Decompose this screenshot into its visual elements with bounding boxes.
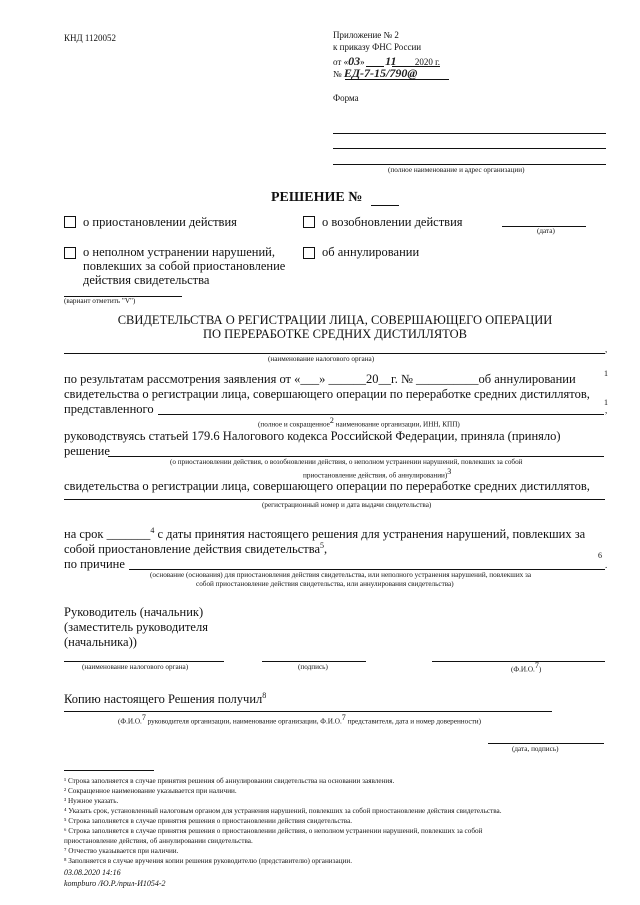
checkbox-partial[interactable] [64, 247, 76, 259]
cap-org-a: (полное и сокращенное [258, 420, 330, 429]
knd-code: КНД 1120052 [64, 33, 117, 43]
footnote-6-cont: приостановление действия, об аннулировании свидетельства. [64, 837, 253, 845]
title-text: РЕШЕНИЕ № [271, 190, 363, 205]
cap-receiver-c: представителя, дата и номер доверенности) [345, 717, 481, 726]
applicant-caption: (полное и сокращенное2 наименование организации, ИНН, КПП) [258, 416, 460, 429]
p3-line: свидетельства о регистрации лица, совершающего операции по переработке средних дистиллятов, [64, 479, 590, 493]
cap-reason-2: собой приостановление действия свидетельства, или аннулирования свидетельства) [196, 580, 454, 588]
cap-decision-2-text: приостановление действия, об аннулировании) [303, 471, 448, 480]
footnote-7: ⁷ Отчество указывается при наличии. [64, 847, 179, 855]
checkbox-annul[interactable] [303, 247, 315, 259]
received-text: Копию настоящего Решения получил [64, 692, 263, 707]
footnote-6: ⁶ Строка заполняется в случае принятия решения о приостановлении действия, о неполном устранении нарушений, повлекших за собой [64, 827, 483, 835]
cap-org-b: наименование организации, ИНН, КПП) [335, 420, 460, 429]
footnote-3: ³ Нужное указать. [64, 797, 119, 805]
decision-title [271, 190, 362, 206]
receiver-field[interactable] [64, 711, 552, 712]
stamp-line1: 03.08.2020 14:16 [64, 868, 121, 877]
cap-receiver-b: руководителя организации, наименование организации, Ф.И.О. [145, 717, 342, 726]
footnote-8: ⁸ Заполняется в случае вручения копии решения руководителю (представителю) организации. [64, 857, 353, 865]
appendix-label: Приложение № 2 [333, 30, 399, 40]
option-partial-line2: повлекших за собой приостановление [83, 259, 286, 273]
org-line-3[interactable] [333, 164, 606, 165]
option-partial-line1: о неполном устранении нарушений, [83, 245, 275, 259]
p1-line-b: свидетельства о регистрации лица, совершающего операции по переработке средних дистиллятов, [64, 387, 590, 401]
date-sign-field[interactable] [488, 743, 604, 744]
num-value: ЕД-7-15/790@ [343, 66, 418, 80]
date-prefix: от « [333, 57, 349, 67]
date-day: 03 [348, 54, 361, 68]
reg-number-field[interactable] [64, 499, 605, 500]
p4-rest: с даты принятия настоящего решения для устранения нарушений, повлекших за [154, 527, 586, 542]
cap-receiver: (Ф.И.О.7 руководителя организации, наименование организации, Ф.И.О.7 представителя, дата и номер доверенности) [118, 713, 481, 726]
variant-caption: (вариант отметить "V") [64, 297, 136, 305]
cap-fio: (Ф.И.О.7) [511, 661, 542, 674]
cap-reason-1: (основание (основания) для приостановления действия свидетельства, или неполного устранения нарушений, повлекших за [150, 571, 532, 579]
cap-decision-1: (о приостановлении действия, о возобновлении действия, о неполном устранении нарушений, повлекших за собой [170, 458, 523, 466]
p1-line-c: представленного [64, 402, 154, 416]
cap-fio-text: (Ф.И.О. [511, 665, 535, 674]
org-caption: (полное наименование и адрес организации) [388, 166, 525, 174]
p2-line-a: руководствуясь статьей 179.6 Налогового кодекса Российской Федерации, приняла (приняло) [64, 429, 561, 443]
org-line-1[interactable] [333, 133, 606, 134]
stamp-line2: kompburo /Ю.Р./прил-И1054-2 [64, 879, 166, 888]
decision-type-field[interactable] [108, 456, 604, 457]
date-caption: (дата) [537, 227, 555, 235]
decision-number-field[interactable] [371, 205, 399, 206]
p4-c-text: собой приостановление действия свидетельства [64, 542, 321, 557]
p4-term: на срок _______ [64, 527, 151, 542]
cap-sign: (подпись) [298, 663, 328, 671]
p4-line-a: на срок _______$^4$ с даты принятия настоящего решения для устранения нарушений, повлекших за [64, 526, 586, 542]
checkbox-resume[interactable] [303, 216, 315, 228]
num-prefix: № [333, 69, 344, 79]
head-line3: (начальника)) [64, 635, 137, 649]
p4-line-c: собой приостановление действия свидетельства$^5$, [64, 541, 328, 557]
sign-signature-field[interactable] [262, 661, 366, 662]
footnote-5: ⁵ Строка заполняется в случае принятия решения о приостановлении действия свидетельства. [64, 817, 353, 825]
date-year: 2020 г. [414, 57, 441, 67]
fn-mark-1: 1 [604, 369, 608, 378]
head-line1: Руководитель (начальник) [64, 605, 204, 619]
cap-organ: (наименование налогового органа) [82, 663, 189, 671]
p1-line-a: по результатам рассмотрения заявления от «___» ______20__г. № __________об аннулировании [64, 372, 576, 386]
tax-organ-field[interactable] [64, 353, 605, 354]
applicant-field[interactable] [158, 414, 604, 415]
subtitle-line2: ПО ПЕРЕРАБОТКЕ СРЕДНИХ ДИСТИЛЛЯТОВ [202, 327, 467, 341]
head-line2: (заместитель руководителя [64, 620, 208, 634]
checkbox-suspend[interactable] [64, 216, 76, 228]
form-label: Форма [333, 93, 359, 103]
option-annul-label: об аннулировании [322, 245, 420, 259]
footnote-2: ² Сокращенное наименование указывается при наличии. [64, 787, 237, 795]
sign-organ-field[interactable] [64, 661, 224, 662]
cap-receiver-a: (Ф.И.О. [118, 717, 142, 726]
cap-date-sign: (дата, подпись) [512, 745, 559, 753]
footnote-1: ¹ Строка заполняется в случае принятия решения об аннулировании свидетельства на основании заявления. [64, 777, 395, 785]
option-suspend-label: о приостановлении действия [83, 215, 237, 229]
subtitle-line1: СВИДЕТЕЛЬСТВА О РЕГИСТРАЦИИ ЛИЦА, СОВЕРШАЮЩЕГО ОПЕРАЦИИ [117, 313, 553, 327]
p5-line: по причине [64, 557, 125, 571]
received-label: Копию настоящего Решения получил$^8$ [64, 691, 267, 707]
reason-field[interactable] [129, 569, 605, 570]
cap-reg: (регистрационный номер и дата выдачи свидетельства) [262, 501, 432, 509]
date-mid: » [360, 57, 367, 67]
cap-decision-2: приостановление действия, об аннулировании)3 [303, 467, 452, 480]
date-month: 11 [385, 54, 397, 68]
org-line-2[interactable] [333, 148, 606, 149]
order-label: к приказу ФНС России [333, 42, 422, 52]
option-resume-label: о возобновлении действия [322, 215, 463, 229]
option-partial-line3: действия свидетельства [83, 273, 210, 287]
tax-organ-caption: (наименование налогового органа) [268, 355, 375, 363]
footnote-4: ⁴ Указать срок, установленный налоговым органом для устранения нарушений, повлекших за собой приостановление действия свидетельства. [64, 807, 502, 815]
p2-line-b: решение [64, 444, 110, 458]
